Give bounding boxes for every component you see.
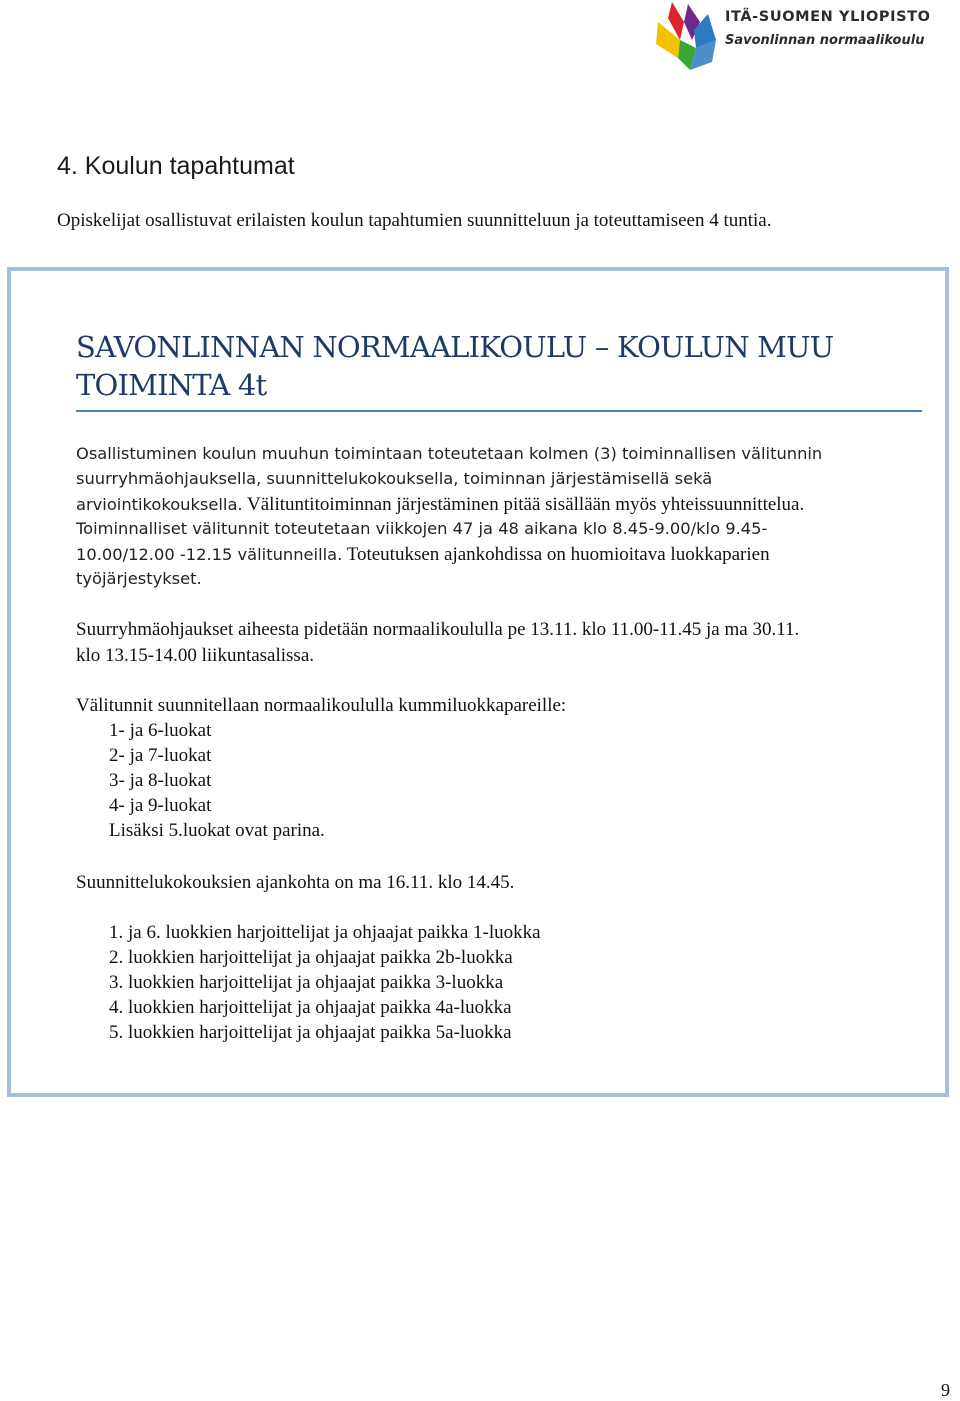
pairs-intro: Välitunnit suunnitellaan normaalikoululla kummiluokkapareille: bbox=[76, 695, 567, 716]
logo-university-name: ITÄ-SUOMEN YLIOPISTO bbox=[725, 9, 931, 25]
meeting-place-item: 1. ja 6. luokkien harjoittelijat ja ohjaajat paikka 1-luokka bbox=[109, 922, 541, 943]
box-title bbox=[76, 328, 833, 404]
section-heading: 4. Koulun tapahtumat bbox=[57, 152, 295, 180]
logo-emblem-icon bbox=[650, 0, 722, 76]
pair-item: 4- ja 9-luokat bbox=[109, 795, 212, 816]
pair-item: 2- ja 7-luokat bbox=[109, 745, 212, 766]
paragraph1-line: suurryhmäohjauksella, suunnittelukokouksella, toiminnan järjestämisellä sekä bbox=[76, 469, 713, 488]
meeting-place-item: 3. luokkien harjoittelijat ja ohjaajat paikka 3-luokka bbox=[109, 972, 504, 993]
paragraph1-line-mixed bbox=[76, 494, 804, 516]
title-divider bbox=[76, 410, 922, 412]
box-title-line2: TOIMINTA 4t bbox=[76, 368, 267, 402]
paragraph1-line: Osallistuminen koulun muuhun toimintaan toteutetaan kolmen (3) toiminnallisen välitunnin bbox=[76, 444, 823, 463]
logo-school-name: Savonlinnan normaalikoulu bbox=[725, 33, 925, 48]
paragraph1-line: työjärjestykset. bbox=[76, 569, 202, 588]
paragraph1-fragment: arviointikokouksella. bbox=[76, 495, 243, 514]
pair-note: Lisäksi 5.luokat ovat parina. bbox=[109, 820, 325, 841]
page-number: 9 bbox=[941, 1380, 950, 1400]
university-logo bbox=[650, 0, 950, 80]
paragraph1-fragment: Toteutuksen ajankohdissa on huomioitava luokkaparien bbox=[342, 544, 770, 565]
meeting-time: Suunnittelukokouksien ajankohta on ma 16.11. klo 14.45. bbox=[76, 872, 515, 893]
paragraph1-line-mixed bbox=[76, 544, 770, 566]
paragraph1-line: Toiminnalliset välitunnit toteutetaan viikkojen 47 ja 48 aikana klo 8.45-9.00/klo 9.45- bbox=[76, 519, 768, 538]
paragraph2-line: Suurryhmäohjaukset aiheesta pidetään normaalikoululla pe 13.11. klo 11.00-11.45 ja ma 30.11. bbox=[76, 619, 800, 640]
intro-text: Opiskelijat osallistuvat erilaisten koulun tapahtumien suunnitteluun ja toteuttamiseen 4 tuntia. bbox=[57, 210, 772, 231]
meeting-place-item: 4. luokkien harjoittelijat ja ohjaajat paikka 4a-luokka bbox=[109, 997, 512, 1018]
meeting-place-item: 2. luokkien harjoittelijat ja ohjaajat paikka 2b-luokka bbox=[109, 947, 513, 968]
paragraph1-fragment: 10.00/12.00 -12.15 välitunneilla. bbox=[76, 545, 343, 564]
pair-item: 1- ja 6-luokat bbox=[109, 720, 212, 741]
paragraph1-fragment: Välituntitoiminnan järjestäminen pitää sisällään myös yhteissuunnittelua. bbox=[242, 494, 805, 515]
pair-item: 3- ja 8-luokat bbox=[109, 770, 212, 791]
box-title-line1: SAVONLINNAN NORMAALIKOULU – KOULUN MUU bbox=[76, 330, 834, 364]
paragraph2-line: klo 13.15-14.00 liikuntasalissa. bbox=[76, 645, 315, 666]
meeting-place-item: 5. luokkien harjoittelijat ja ohjaajat paikka 5a-luokka bbox=[109, 1022, 512, 1043]
